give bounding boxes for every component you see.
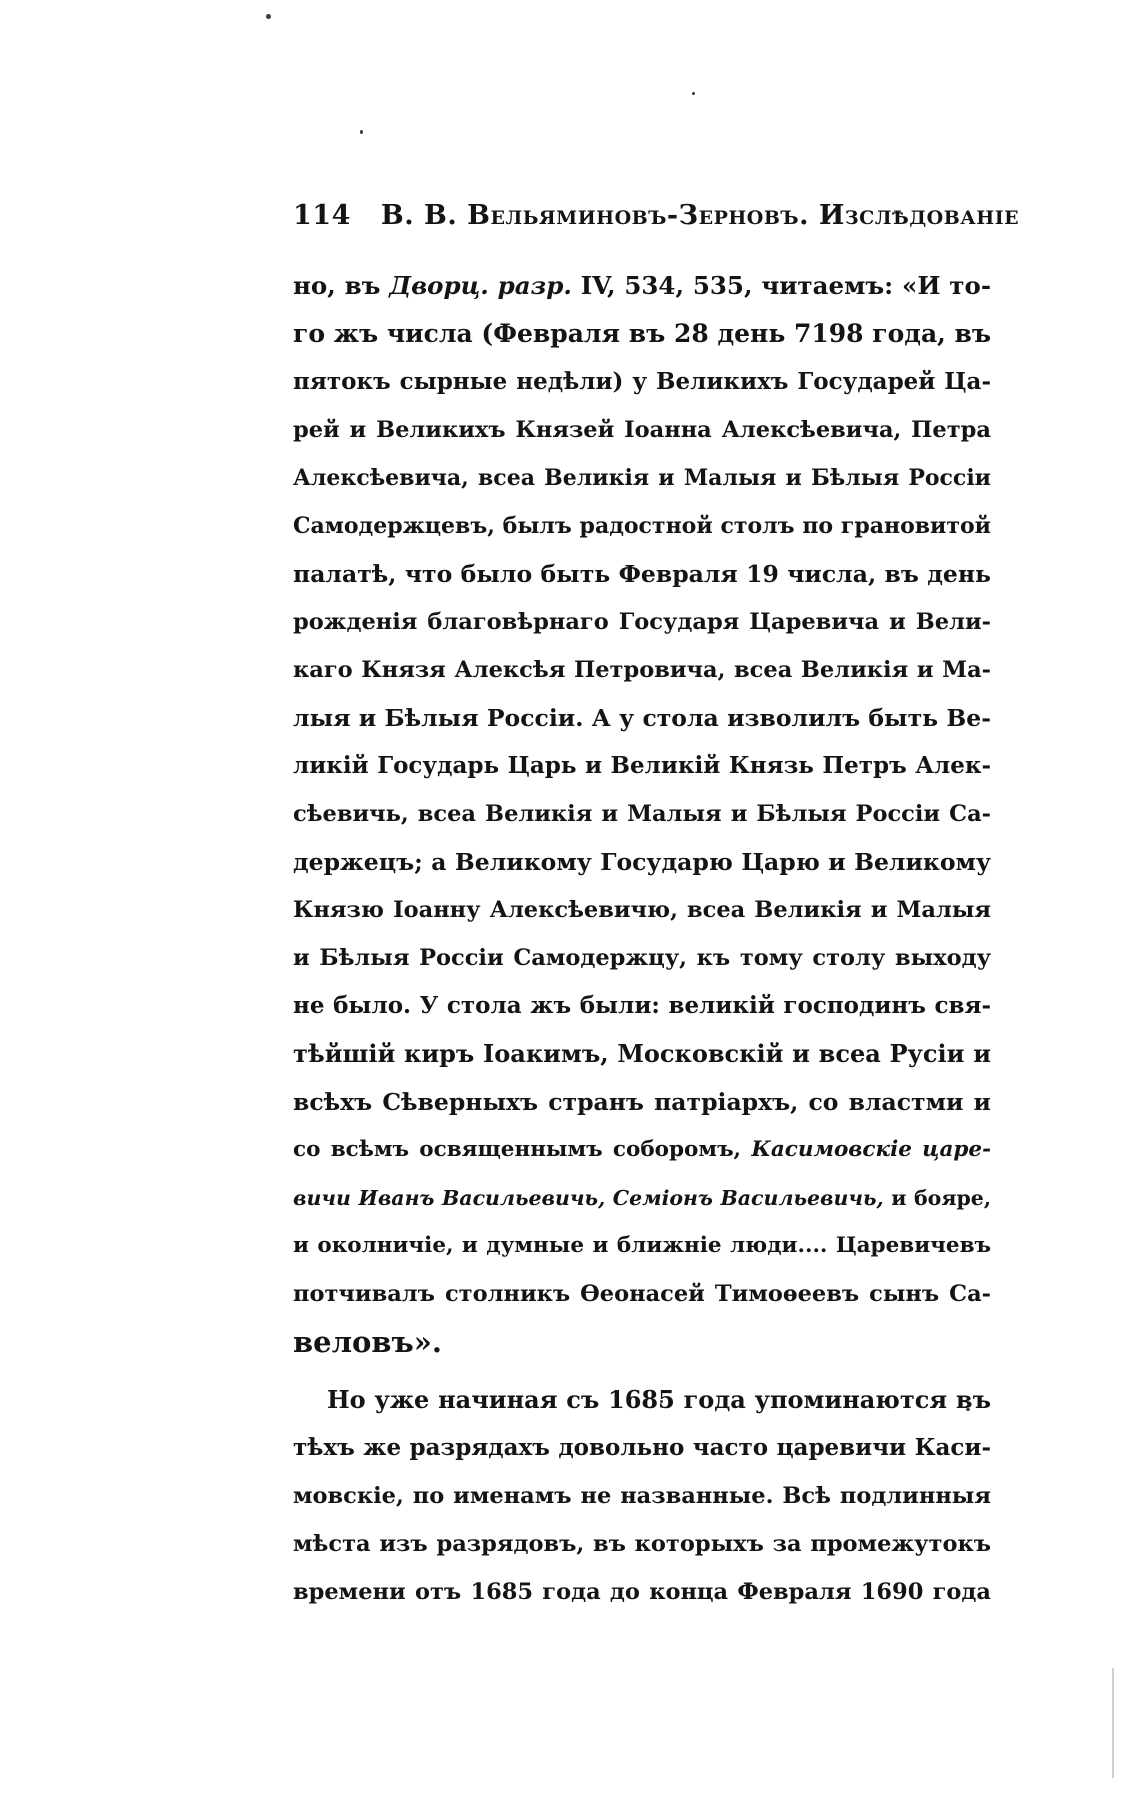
header-author: В. В. Вельяминовъ-Зерновъ.	[380, 200, 809, 231]
ink-speck	[692, 92, 695, 95]
text-line: лыя и Бѣлыя Россіи. А у стола изволилъ быть Ве-	[293, 704, 991, 732]
text-line: рей и Великихъ Князей Іоанна Алексѣевича, Петра	[293, 417, 991, 443]
text-line: вичи Иванъ Васильевичь, Семіонъ Васильевичь, и бояре,	[293, 1186, 991, 1210]
text-line: и околничіе, и думные и ближніе люди.... Царевичевъ	[293, 1233, 991, 1258]
paragraph-start-line: Но уже начиная съ 1685 года упоминаются въ	[327, 1385, 991, 1414]
scan-edge-line	[1112, 1668, 1114, 1778]
text-line: всѣхъ Сѣверныхъ странъ патріархъ, со властми и	[293, 1088, 991, 1116]
ink-speck	[360, 130, 363, 134]
text-line: тѣхъ же разрядахъ довольно часто царевичи Каси-	[293, 1434, 991, 1461]
text-line: и Бѣлыя Россіи Самодержцу, къ тому столу выходу	[293, 945, 991, 971]
text-line: Самодержцевъ, былъ радостной столъ по грановитой	[293, 513, 991, 539]
running-header	[293, 200, 1020, 231]
text-line: каго Князя Алексѣя Петровича, всеа Великія и Ма-	[293, 657, 991, 683]
text-line: мѣста изъ разрядовъ, въ которыхъ за промежутокъ	[293, 1531, 991, 1557]
text-line: пятокъ сырные недѣли) у Великихъ Государей Ца-	[293, 368, 991, 395]
body-text	[293, 262, 991, 1616]
text-line: палатѣ, что было быть Февраля 19 числа, въ день	[293, 560, 991, 588]
text-line: тѣйшій киръ Іоакимъ, Московскій и всеа Русіи и	[293, 1039, 991, 1068]
text-line: времени отъ 1685 года до конца Февраля 1690 года	[293, 1579, 991, 1605]
paragraph-end-line: веловъ».	[293, 1325, 443, 1359]
ink-speck	[266, 14, 271, 19]
text-line: сѣевичь, всеа Великія и Малыя и Бѣлыя Россіи Са-	[293, 801, 991, 827]
text-line: Алексѣевича, всеа Великія и Малыя и Бѣлыя Россіи	[293, 465, 991, 491]
text-line: мовскіе, по именамъ не названные. Всѣ подлинныя	[293, 1483, 991, 1509]
text-line: Князю Іоанну Алексѣевичю, всеа Великія и Малыя	[293, 897, 991, 923]
header-title: Изслѣдованіе	[818, 200, 1020, 231]
text-line: го жъ числа (Февраля въ 28 день 7198 года, въ	[293, 319, 992, 348]
text-line: держецъ; а Великому Государю Царю и Великому	[293, 848, 991, 876]
text-line: со всѣмъ освященнымъ соборомъ, Касимовскіе царе-	[293, 1137, 992, 1162]
italic-names: вичи Иванъ Васильевичь, Семіонъ Васильевичь,	[293, 1186, 884, 1210]
text-line: но, въ Дворц. разр. IV, 534, 535, читаемъ: «И то-	[293, 271, 991, 300]
text-line: ликій Государь Царь и Великій Князь Петръ Алек-	[293, 752, 991, 779]
text-line: потчивалъ столникъ Ѳеонасей Тимоѳеевъ сынъ Са-	[293, 1281, 991, 1307]
source-citation: Дворц. разр.	[389, 271, 572, 300]
text-line: рожденія благовѣрнаго Государя Царевича и Вели-	[293, 609, 991, 635]
text-line: не было. У стола жъ были: великій господинъ свя-	[293, 992, 991, 1019]
page-number: 114	[293, 200, 351, 231]
italic-names: Касимовскіе царе-	[751, 1137, 992, 1162]
